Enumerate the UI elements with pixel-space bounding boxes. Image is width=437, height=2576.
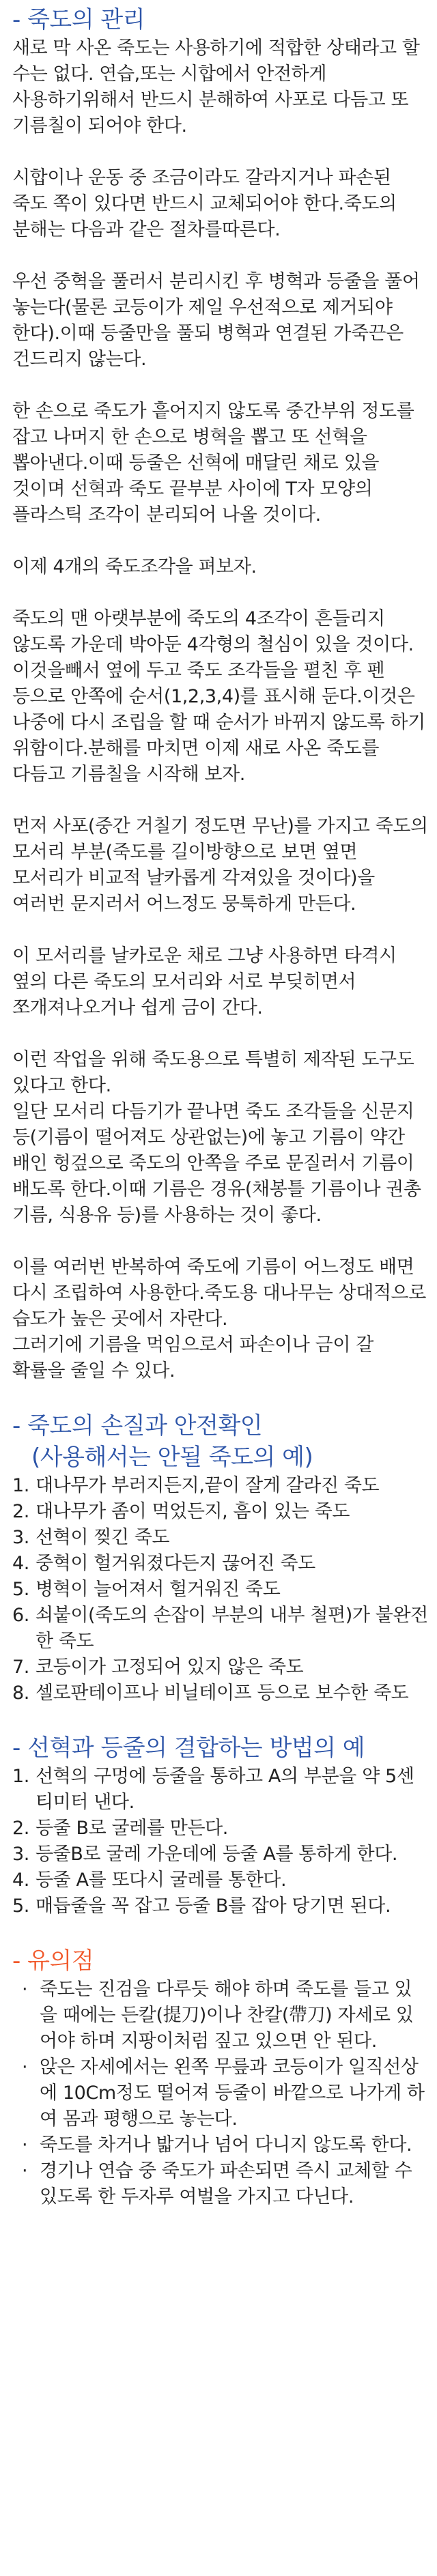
spacer — [12, 580, 429, 606]
spacer — [12, 788, 429, 814]
section-title-maintenance-safety: - 죽도의 손질과 안전확인 — [12, 1412, 263, 1440]
list-item: 2. 등줄 B로 굴레를 만든다. — [12, 1818, 228, 1839]
spacer — [12, 139, 429, 165]
list-item: 6. 쇠붙이(죽도의 손잡이 부분의 내부 철편)가 불완전한 죽도 — [12, 1605, 428, 1652]
spacer — [12, 917, 429, 943]
list-item: 4. 중혁이 헐거워졌다든지 끊어진 죽도 — [12, 1553, 315, 1574]
list-item: 2. 대나무가 좀이 먹었든지, 흠이 있는 죽도 — [12, 1501, 350, 1522]
list-item: 1. 대나무가 부러지든지,끝이 잘게 갈라진 죽도 — [12, 1475, 380, 1496]
paragraph: 시합이나 운동 중 조금이라도 갈라지거나 파손된 죽도 쪽이 있다면 반드시 교체되어야 한다.죽도의 분해는 다음과 같은 절차를따른다. — [12, 167, 397, 240]
spacer — [12, 528, 429, 554]
section-title-precautions: - 유의점 — [12, 1947, 94, 1975]
paragraph: 이것을빼서 옆에 두고 죽도 조각들을 펼친 후 펜 등으로 안쪽에 순서(1,2,3,4)를 표시해 둔다.이것은 나중에 다시 조립을 할 때 순서가 바뀌지 않도록 하기 위함이다.분해를 마치면 이제 새로 사온 죽도를 다듬고 기름칠을 시작해 보자. — [12, 660, 425, 785]
paragraph: 일단 모서리 다듬기가 끝나면 죽도 조각들을 신문지 등(기름이 떨어져도 상관없는)에 놓고 기름이 약간 배인 헝겊으로 죽도의 안쪽을 주로 문질러서 기름이 배도록 한다.이때 기름은 경유(채봉틀 기름이나 권총 기름, 식용유 등)를 사용하는 것이 좋다. — [12, 1101, 421, 1226]
paragraph: 한 손으로 죽도가 흩어지지 않도록 중간부위 정도를 잡고 나머지 한 손으로 병혁을 뽑고 또 선혁을 뽑아낸다.이때 등줄은 선혁에 매달린 채로 있을 것이며 선혁과 죽도 끝부분 사이에 T자 모양의 플라스틱 조각이 분리되어 나올 것이다. — [12, 401, 414, 526]
spacer — [12, 1021, 429, 1047]
spacer — [12, 373, 429, 399]
list-item: 5. 병혁이 늘어져서 헐거워진 죽도 — [12, 1579, 281, 1600]
list-item: 7. 코등이가 고정되어 있지 않은 죽도 — [12, 1657, 304, 1678]
paragraph: 우선 중혁을 풀러서 분리시킨 후 병혁과 등줄을 풀어 놓는다(물론 코등이가 제일 우선적으로 제거되야 한다).이때 등줄만을 풀되 병혁과 연결된 가죽끈은 건드리지 않는다. — [12, 271, 420, 370]
list-item: · 앉은 자세에서는 왼쪽 무릎과 코등이가 일직선상에 10Cm정도 떨어져 등줄이 바깥으로 나가게 하여 몸과 평행으로 놓는다. — [22, 2057, 425, 2130]
spacer — [12, 1919, 429, 1945]
list-item: · 경기나 연습 중 죽도가 파손되면 즉시 교체할 수 있도록 한 두자루 여벌을 가지고 다닌다. — [22, 2160, 412, 2207]
paragraph: 그러기에 기름을 먹임으로서 파손이나 금이 갈 확률을 줄일 수 있다. — [12, 1334, 373, 1382]
paragraph: 먼저 사포(중간 거칠기 정도면 무난)를 가지고 죽도의 모서리 부분(죽도를 길이방향으로 보면 옆면 모서리가 비교적 날카롭게 각져있을 것이다)을 여러번 문지러서 어느정도 뭉툭하게 만든다. — [12, 816, 428, 915]
spacer — [12, 1706, 429, 1732]
list-item: · 죽도를 차거나 밟거나 넘어 다니지 않도록 한다. — [22, 2134, 412, 2156]
paragraph: 죽도의 맨 아랫부분에 죽도의 4조각이 흔들리지 않도록 가운데 박아둔 4각형의 철심이 있을 것이다. — [12, 608, 414, 655]
paragraph: 이 모서리를 날카로운 채로 그냥 사용하면 타격시 옆의 다른 죽도의 모서리와 서로 부딪히면서 쪼개져나오거나 쉽게 금이 간다. — [12, 945, 397, 1018]
section-title-bamboo-sword-care: - 죽도의 관리 — [12, 6, 145, 33]
list-item: 3. 등줄B로 굴레 가운데에 등줄 A를 통하게 한다. — [12, 1844, 398, 1865]
list-item: · 죽도는 진검을 다루듯 해야 하며 죽도를 들고 있을 때에는 든칼(提刀)이나 찬칼(帶刀) 자세로 있어야 하며 지팡이처럼 짚고 있으면 안 된다. — [22, 1979, 414, 2052]
paragraph: 이제 4개의 죽도조각을 펴보자. — [12, 556, 257, 577]
spacer — [12, 1384, 429, 1410]
list-item: 3. 선혁이 찢긴 죽도 — [12, 1527, 170, 1548]
paragraph: 이런 작업을 위해 죽도용으로 특별히 제작된 도구도 있다고 한다. — [12, 1049, 414, 1096]
list-item: 1. 선혁의 구멍에 등줄을 통하고 A의 부분을 약 5센티미터 낸다. — [12, 1766, 414, 1813]
section-subtitle-unusable-swords: (사용해서는 안될 죽도의 예) — [31, 1444, 313, 1471]
spacer — [12, 1229, 429, 1255]
paragraph: 새로 막 사온 죽도는 사용하기에 적합한 상태라고 할 수는 없다. 연습,또는 시합에서 안전하게 사용하기위해서 반드시 분해하여 사포로 다듬고 또 기름칠이 되어야 한다. — [12, 38, 420, 137]
spacer — [12, 243, 429, 269]
unusable-sword-list — [12, 1473, 429, 1706]
precautions-list — [12, 1977, 429, 2210]
section-title-binding-method: - 선혁과 등줄의 결합하는 방법의 예 — [12, 1734, 365, 1762]
list-item: 4. 등줄 A를 또다시 굴레를 통한다. — [12, 1870, 287, 1891]
paragraph: 이를 여러번 반복하여 죽도에 기름이 어느정도 배면 다시 조립하여 사용한다.죽도용 대나무는 상대적으로 습도가 높은 곳에서 자란다. — [12, 1257, 426, 1330]
binding-steps-list — [12, 1764, 429, 1919]
list-item: 8. 셀로판테이프나 비닐테이프 등으로 보수한 죽도 — [12, 1683, 409, 1704]
list-item: 5. 매듭줄을 꼭 잡고 등줄 B를 잡아 당기면 된다. — [12, 1895, 391, 1917]
